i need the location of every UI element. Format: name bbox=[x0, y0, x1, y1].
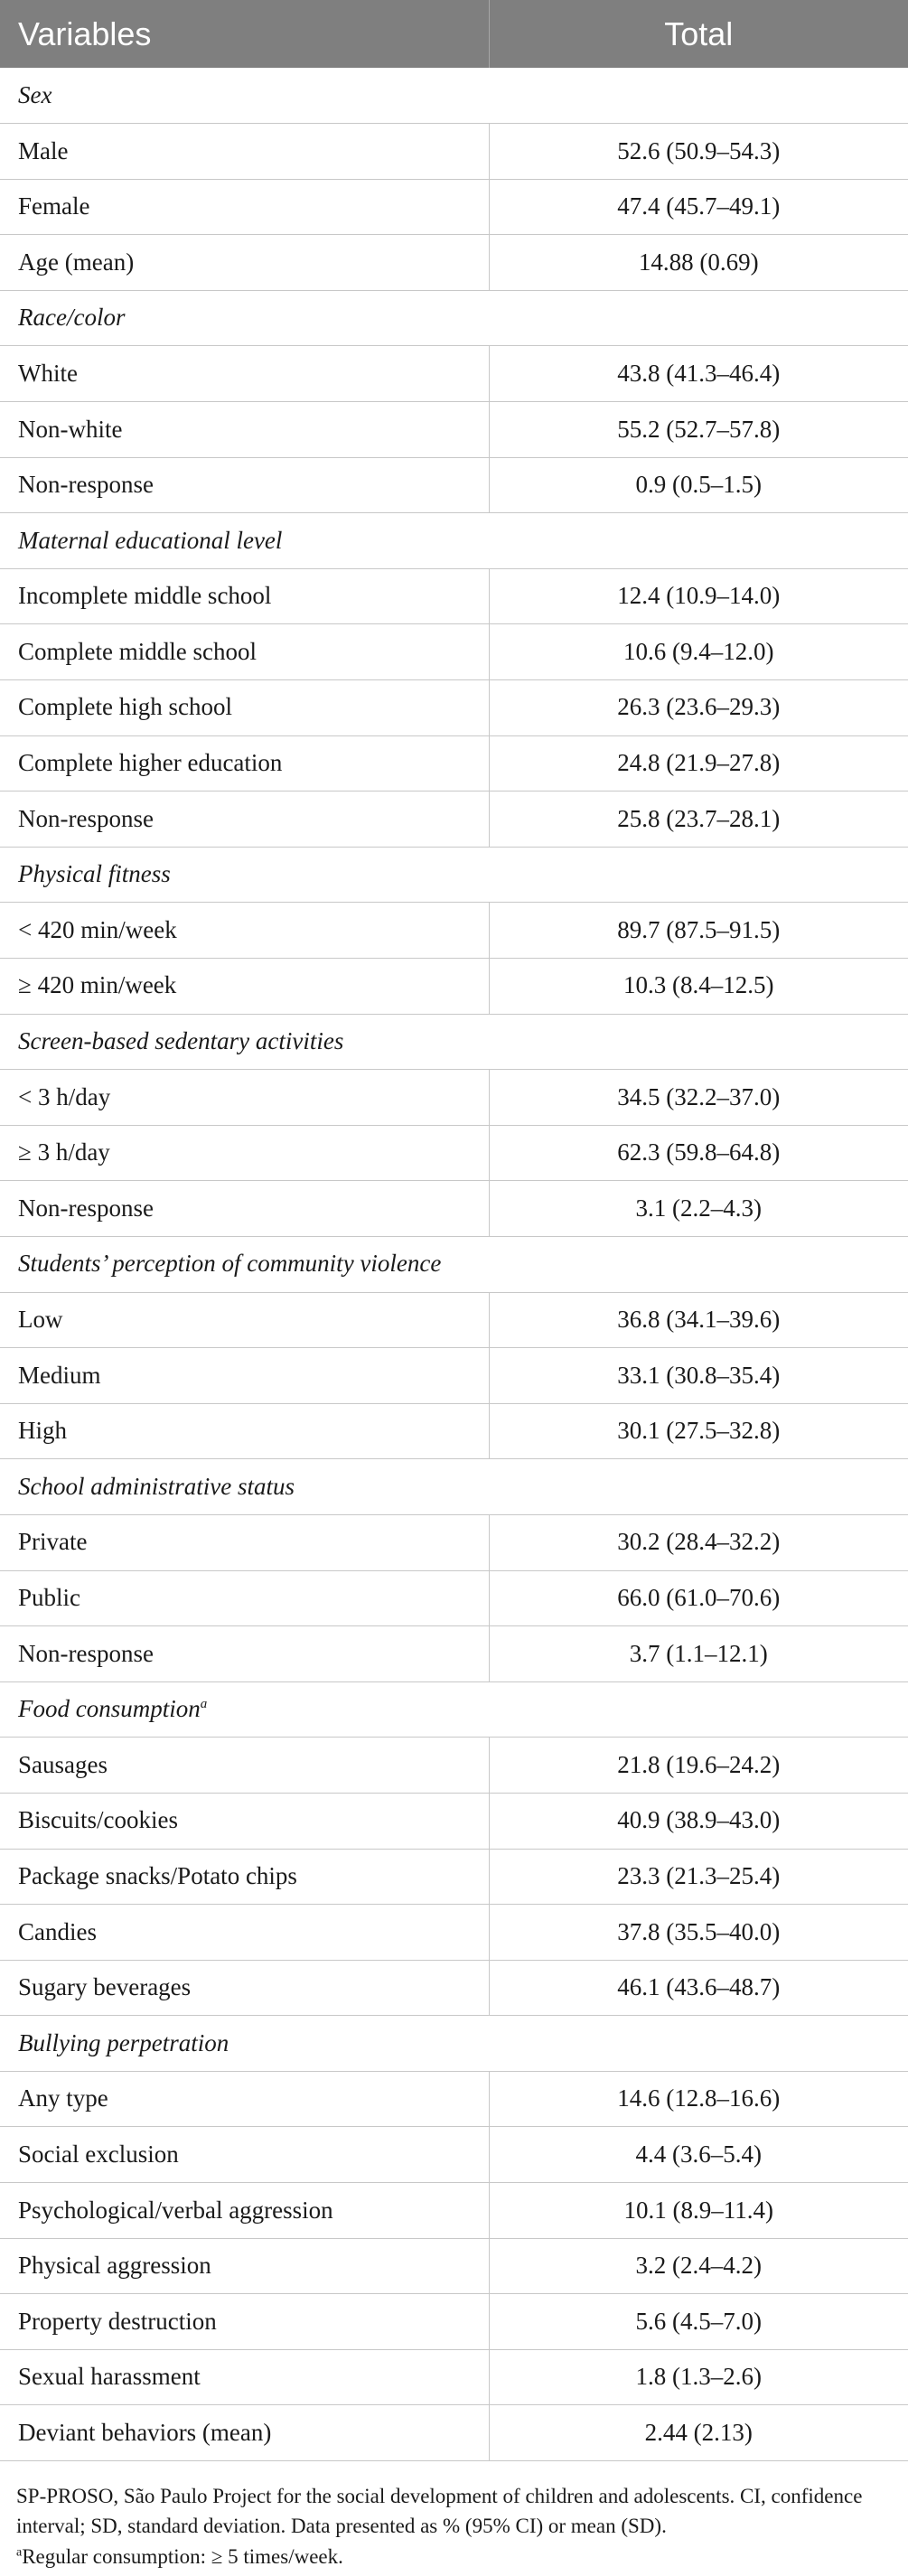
table-row bbox=[0, 735, 908, 792]
total-value: 23.3 (21.3–25.4) bbox=[489, 1849, 908, 1905]
table-body bbox=[0, 68, 908, 2461]
variable-label: High bbox=[0, 1403, 489, 1459]
section-title bbox=[0, 68, 908, 124]
table-row bbox=[0, 2405, 908, 2461]
total-value: 47.4 (45.7–49.1) bbox=[489, 179, 908, 235]
total-value: 24.8 (21.9–27.8) bbox=[489, 735, 908, 792]
section-title bbox=[0, 2016, 908, 2072]
variable-label: Non-response bbox=[0, 457, 489, 513]
variable-label: ≥ 420 min/week bbox=[0, 959, 489, 1015]
table-row bbox=[0, 1403, 908, 1459]
variable-label: Complete higher education bbox=[0, 735, 489, 792]
table-row bbox=[0, 1905, 908, 1961]
table-header-row bbox=[0, 0, 908, 68]
total-value: 55.2 (52.7–57.8) bbox=[489, 402, 908, 458]
section-header-row bbox=[0, 847, 908, 903]
table-row bbox=[0, 624, 908, 680]
total-value: 25.8 (23.7–28.1) bbox=[489, 792, 908, 848]
total-value: 0.9 (0.5–1.5) bbox=[489, 457, 908, 513]
variable-label: Age (mean) bbox=[0, 235, 489, 291]
table-footnotes bbox=[0, 2461, 908, 2571]
table-row bbox=[0, 1181, 908, 1237]
total-value: 1.8 (1.3–2.6) bbox=[489, 2349, 908, 2405]
variable-label: Non-response bbox=[0, 1181, 489, 1237]
section-title bbox=[0, 513, 908, 569]
section-title-text: Bullying perpetration bbox=[18, 2028, 229, 2056]
table-row bbox=[0, 457, 908, 513]
table-row bbox=[0, 1626, 908, 1682]
total-value: 43.8 (41.3–46.4) bbox=[489, 346, 908, 402]
section-header-row bbox=[0, 290, 908, 346]
table-row bbox=[0, 1292, 908, 1348]
variable-label: Psychological/verbal aggression bbox=[0, 2183, 489, 2239]
total-value: 30.2 (28.4–32.2) bbox=[489, 1514, 908, 1570]
total-value: 3.2 (2.4–4.2) bbox=[489, 2238, 908, 2294]
variable-label: White bbox=[0, 346, 489, 402]
section-header-row bbox=[0, 68, 908, 124]
variable-label: Private bbox=[0, 1514, 489, 1570]
total-value: 33.1 (30.8–35.4) bbox=[489, 1348, 908, 1404]
total-value: 10.1 (8.9–11.4) bbox=[489, 2183, 908, 2239]
header-variables: Variables bbox=[0, 0, 489, 68]
total-value: 37.8 (35.5–40.0) bbox=[489, 1905, 908, 1961]
total-value: 10.6 (9.4–12.0) bbox=[489, 624, 908, 680]
section-header-row bbox=[0, 1681, 908, 1738]
variable-label: Incomplete middle school bbox=[0, 568, 489, 624]
variable-label: Physical aggression bbox=[0, 2238, 489, 2294]
variable-label: Sugary beverages bbox=[0, 1960, 489, 2016]
section-title-text: Maternal educational level bbox=[18, 526, 283, 554]
variable-label: < 420 min/week bbox=[0, 903, 489, 959]
total-value: 46.1 (43.6–48.7) bbox=[489, 1960, 908, 2016]
footnote-a-marker: a bbox=[16, 2545, 23, 2560]
table-row bbox=[0, 1570, 908, 1626]
section-title bbox=[0, 290, 908, 346]
total-value: 66.0 (61.0–70.6) bbox=[489, 1570, 908, 1626]
variable-label: Sausages bbox=[0, 1738, 489, 1794]
total-value: 62.3 (59.8–64.8) bbox=[489, 1125, 908, 1181]
total-value: 10.3 (8.4–12.5) bbox=[489, 959, 908, 1015]
section-title-text: Physical fitness bbox=[18, 860, 171, 888]
variable-label: Sexual harassment bbox=[0, 2349, 489, 2405]
table-row bbox=[0, 402, 908, 458]
section-title-text: Food consumption bbox=[18, 1695, 201, 1723]
table-row bbox=[0, 568, 908, 624]
total-value: 26.3 (23.6–29.3) bbox=[489, 680, 908, 736]
table-row bbox=[0, 903, 908, 959]
total-value: 89.7 (87.5–91.5) bbox=[489, 903, 908, 959]
section-title bbox=[0, 847, 908, 903]
section-title-text: Race/color bbox=[18, 304, 126, 332]
section-title-text: Sex bbox=[18, 80, 52, 108]
variable-label: Male bbox=[0, 124, 489, 180]
section-title bbox=[0, 1014, 908, 1070]
total-value: 36.8 (34.1–39.6) bbox=[489, 1292, 908, 1348]
table-row bbox=[0, 959, 908, 1015]
total-value: 30.1 (27.5–32.8) bbox=[489, 1403, 908, 1459]
table-row bbox=[0, 2127, 908, 2183]
table-row bbox=[0, 2294, 908, 2350]
variable-label: < 3 h/day bbox=[0, 1070, 489, 1126]
total-value: 21.8 (19.6–24.2) bbox=[489, 1738, 908, 1794]
footnote-a-text: Regular consumption: ≥ 5 times/week. bbox=[22, 2544, 343, 2568]
total-value: 34.5 (32.2–37.0) bbox=[489, 1070, 908, 1126]
table-row bbox=[0, 1070, 908, 1126]
section-title-text: Students’ perception of community violence bbox=[18, 1250, 442, 1278]
variable-label: Property destruction bbox=[0, 2294, 489, 2350]
footnote-a bbox=[16, 2542, 892, 2571]
table-row bbox=[0, 2071, 908, 2127]
table-row bbox=[0, 124, 908, 180]
table-row bbox=[0, 2349, 908, 2405]
variable-label: Non-response bbox=[0, 1626, 489, 1682]
total-value: 12.4 (10.9–14.0) bbox=[489, 568, 908, 624]
table-row bbox=[0, 792, 908, 848]
table-row bbox=[0, 235, 908, 291]
total-value: 5.6 (4.5–7.0) bbox=[489, 2294, 908, 2350]
section-footnote-marker: a bbox=[200, 1697, 208, 1712]
table-row bbox=[0, 2183, 908, 2239]
variable-label: Complete middle school bbox=[0, 624, 489, 680]
table-row bbox=[0, 179, 908, 235]
section-header-row bbox=[0, 1014, 908, 1070]
table-row bbox=[0, 1960, 908, 2016]
section-title-text: Screen-based sedentary activities bbox=[18, 1027, 344, 1055]
total-value: 3.7 (1.1–12.1) bbox=[489, 1626, 908, 1682]
variable-label: Non-response bbox=[0, 792, 489, 848]
header-total: Total bbox=[489, 0, 908, 68]
section-title bbox=[0, 1236, 908, 1292]
section-header-row bbox=[0, 513, 908, 569]
total-value: 14.6 (12.8–16.6) bbox=[489, 2071, 908, 2127]
table-row bbox=[0, 1738, 908, 1794]
total-value: 52.6 (50.9–54.3) bbox=[489, 124, 908, 180]
total-value: 40.9 (38.9–43.0) bbox=[489, 1793, 908, 1849]
variable-label: Medium bbox=[0, 1348, 489, 1404]
variable-label: Non-white bbox=[0, 402, 489, 458]
variable-label: Package snacks/Potato chips bbox=[0, 1849, 489, 1905]
section-header-row bbox=[0, 1236, 908, 1292]
table-row bbox=[0, 1125, 908, 1181]
section-title bbox=[0, 1681, 908, 1738]
table-row bbox=[0, 1348, 908, 1404]
variable-label: Low bbox=[0, 1292, 489, 1348]
table-row bbox=[0, 346, 908, 402]
variable-label: Female bbox=[0, 179, 489, 235]
variable-label: Any type bbox=[0, 2071, 489, 2127]
table-row bbox=[0, 1849, 908, 1905]
variable-label: Biscuits/cookies bbox=[0, 1793, 489, 1849]
table-row bbox=[0, 1514, 908, 1570]
variable-label: Public bbox=[0, 1570, 489, 1626]
variable-label: Candies bbox=[0, 1905, 489, 1961]
total-value: 3.1 (2.2–4.3) bbox=[489, 1181, 908, 1237]
section-title bbox=[0, 1459, 908, 1515]
section-header-row bbox=[0, 2016, 908, 2072]
table-row bbox=[0, 1793, 908, 1849]
total-value: 4.4 (3.6–5.4) bbox=[489, 2127, 908, 2183]
total-value: 14.88 (0.69) bbox=[489, 235, 908, 291]
variable-label: Deviant behaviors (mean) bbox=[0, 2405, 489, 2461]
table-row bbox=[0, 2238, 908, 2294]
section-header-row bbox=[0, 1459, 908, 1515]
variable-label: Social exclusion bbox=[0, 2127, 489, 2183]
table-row bbox=[0, 680, 908, 736]
footnote-abbreviations: SP-PROSO, São Paulo Project for the social development of children and adolescents. CI, confidence interval; SD, standard deviation. Data presented as % (95% CI) or mean (SD). bbox=[16, 2485, 863, 2538]
section-title-text: School administrative status bbox=[18, 1472, 295, 1500]
total-value: 2.44 (2.13) bbox=[489, 2405, 908, 2461]
variable-label: ≥ 3 h/day bbox=[0, 1125, 489, 1181]
variable-label: Complete high school bbox=[0, 680, 489, 736]
